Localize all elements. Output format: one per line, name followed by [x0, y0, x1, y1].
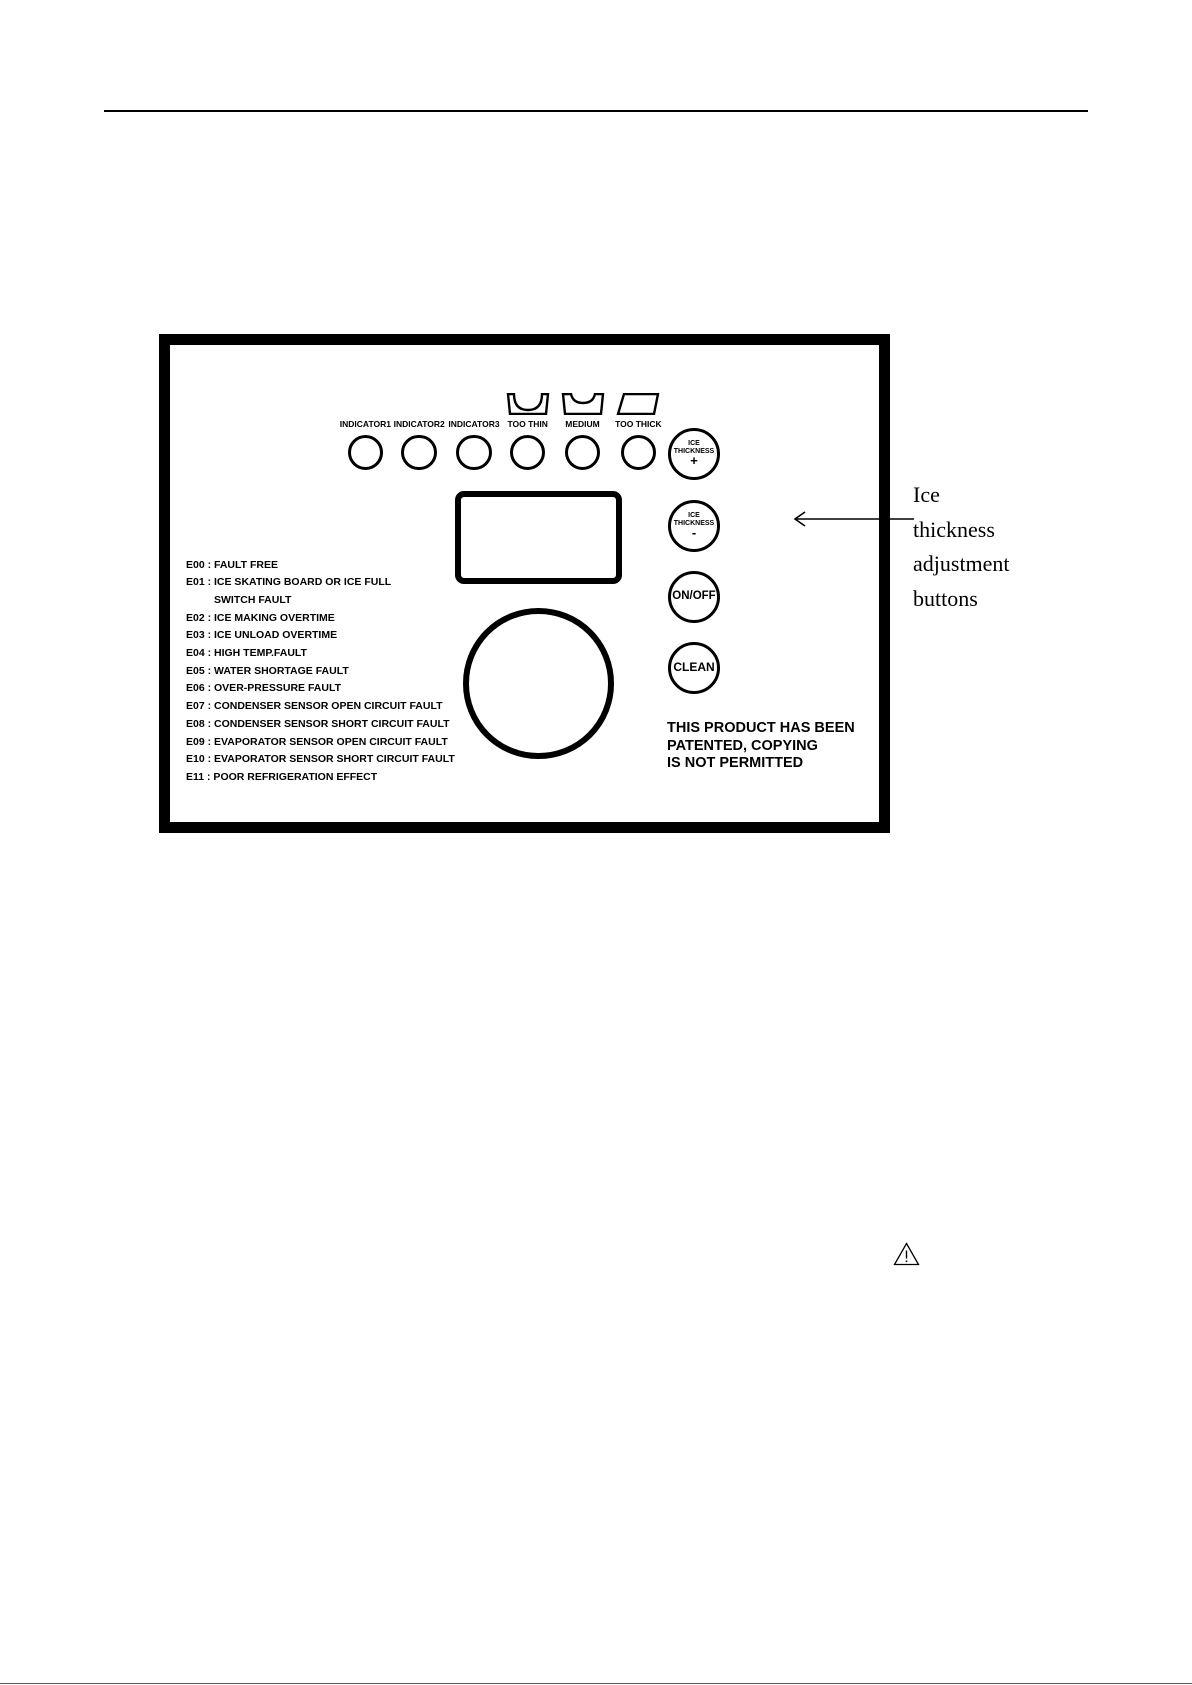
error-code-line: E04 : HIGH TEMP.FAULT: [186, 647, 307, 660]
indicator-label: TOO THICK: [615, 419, 662, 429]
error-code-line: E00 : FAULT FREE: [186, 558, 278, 571]
indicator-lamp: [456, 435, 492, 471]
error-code-line: E03 : ICE UNLOAD OVERTIME: [186, 629, 338, 642]
error-code-line: E06 : OVER-PRESSURE FAULT: [186, 682, 341, 695]
error-code-list: [186, 557, 455, 787]
ice-thickness-minus-button: [668, 500, 720, 552]
error-code-line: E07 : CONDENSER SENSOR OPEN CIRCUIT FAULT: [186, 700, 443, 713]
digital-display: [455, 491, 622, 584]
indicator-lamp: [510, 435, 546, 471]
indicator-lamp: [348, 435, 384, 471]
page-bottom-rule: [0, 1683, 1192, 1684]
error-code-line: E08 : CONDENSER SENSOR SHORT CIRCUIT FAULT: [186, 717, 450, 730]
button-label-line2: THICKNESS: [673, 447, 715, 455]
button-label-line1: ICE: [688, 512, 700, 519]
ice-medium-icon: [561, 393, 605, 415]
indicator-lamp: [401, 435, 437, 471]
indicator-label: INDICATOR1: [339, 419, 391, 429]
error-code-line: E10 : EVAPORATOR SENSOR SHORT CIRCUIT FAULT: [186, 753, 455, 766]
indicator-label: INDICATOR2: [393, 419, 445, 429]
button-label-line1: ICE: [688, 440, 700, 447]
indicator-label: TOO THIN: [507, 419, 548, 429]
ice-too-thick-icon: [616, 393, 660, 415]
patent-notice-line: IS NOT PERMITTED: [667, 755, 804, 772]
patent-notice-line: PATENTED, COPYING: [667, 737, 818, 754]
indicator-too-thick: [606, 393, 670, 473]
arrow-left-icon: [790, 509, 916, 529]
round-dial: [463, 608, 614, 759]
error-code-line: E02 : ICE MAKING OVERTIME: [186, 611, 335, 624]
indicator-lamp: [565, 435, 601, 471]
callout-line: Ice: [913, 482, 940, 507]
on-off-button: [668, 571, 720, 623]
error-code-line: E05 : WATER SHORTAGE FAULT: [186, 664, 349, 677]
callout-line: buttons: [913, 586, 978, 612]
indicator-lamp: [621, 435, 657, 471]
minus-sign: -: [691, 525, 697, 540]
ice-too-thin-icon: [506, 393, 550, 415]
patent-notice: [667, 720, 855, 773]
callout-line: adjustment: [913, 551, 1010, 577]
callout-text: [913, 478, 1010, 617]
callout-line: thickness: [913, 516, 995, 542]
error-code-line: E11 : POOR REFRIGERATION EFFECT: [186, 770, 378, 783]
indicator-medium: [551, 393, 615, 473]
error-code-continuation: SWITCH FAULT: [214, 593, 292, 606]
warning-triangle-icon: [893, 1242, 920, 1266]
clean-label: CLEAN: [673, 660, 715, 674]
error-code-line: E01 : ICE SKATING BOARD OR ICE FULL: [186, 576, 392, 589]
button-label-line2: THICKNESS: [673, 519, 715, 527]
ice-thickness-plus-button: [668, 428, 720, 480]
indicator-label: MEDIUM: [565, 419, 600, 429]
indicator-label: INDICATOR3: [448, 419, 500, 429]
patent-notice-line: THIS PRODUCT HAS BEEN: [667, 720, 855, 736]
on-off-label: ON/OFF: [672, 590, 716, 602]
error-code-line: E09 : EVAPORATOR SENSOR OPEN CIRCUIT FAULT: [186, 735, 448, 748]
header-rule: [104, 110, 1088, 112]
plus-sign: +: [690, 453, 698, 468]
clean-button: [668, 642, 720, 694]
